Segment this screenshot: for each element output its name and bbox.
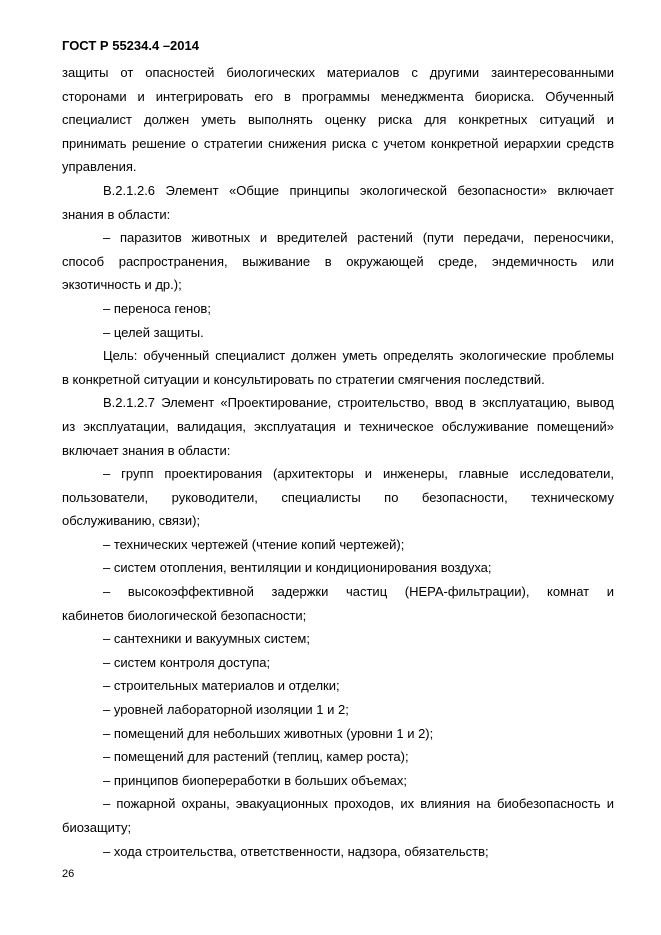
text-line: способ распространения, выживание в окружающей среде, эндемичность или bbox=[62, 253, 614, 269]
text-line: сторонами и интегрировать его в программы менеджмента биориска. Обученный bbox=[62, 88, 614, 104]
text-line: биозащиту; bbox=[62, 820, 132, 835]
text-line: – хода строительства, ответственности, надзора, обязательств; bbox=[103, 843, 489, 859]
text-line: – пожарной охраны, эвакуационных проходов, их влияния на биобезопасность и bbox=[103, 796, 614, 812]
text-line: В.2.1.2.6 Элемент «Общие принципы экологической безопасности» включает bbox=[103, 182, 614, 198]
text-line: – целей защиты. bbox=[103, 324, 204, 340]
text-line: пользователи, руководители, специалисты по безопасности, техническому bbox=[62, 489, 614, 505]
text-line: обслуживанию, связи); bbox=[62, 513, 201, 529]
text-line: защиты от опасностей биологических материалов с другими заинтересованными bbox=[62, 65, 614, 80]
text-line: В.2.1.2.7 Элемент «Проектирование, строительство, ввод в эксплуатацию, вывод bbox=[103, 395, 614, 411]
document-header: ГОСТ Р 55234.4 –2014 bbox=[62, 38, 199, 53]
text-line: – переноса генов; bbox=[103, 300, 211, 316]
text-line: специалист должен уметь выполнять оценку риска для конкретных ситуаций и bbox=[62, 112, 614, 128]
text-line: – систем отопления, вентиляции и кондиционирования воздуха; bbox=[103, 560, 492, 576]
text-line: управления. bbox=[62, 159, 137, 175]
text-line: – помещений для небольших животных (уровни 1 и 2); bbox=[103, 725, 434, 741]
text-line: – принципов биопереработки в больших объемах; bbox=[103, 772, 408, 788]
text-line: принимать решение о стратегии снижения риска с учетом конкретной иерархии средств bbox=[62, 135, 614, 151]
text-line: знания в области: bbox=[62, 206, 171, 222]
text-line: – паразитов животных и вредителей растений (пути передачи, переносчики, bbox=[103, 230, 614, 246]
text-line: – сантехники и вакуумных систем; bbox=[103, 631, 310, 647]
text-line: в конкретной ситуации и консультировать по стратегии смягчения последствий. bbox=[62, 371, 545, 387]
text-line: – технических чертежей (чтение копий чертежей); bbox=[103, 536, 405, 552]
page-body bbox=[62, 61, 614, 863]
text-line: – уровней лабораторной изоляции 1 и 2; bbox=[103, 702, 349, 718]
text-line: из эксплуатации, валидация, эксплуатация и техническое обслуживание помещений» bbox=[62, 418, 614, 434]
page-number: 26 bbox=[62, 868, 75, 880]
text-line: включает знания в области: bbox=[62, 442, 231, 458]
text-line: – систем контроля доступа; bbox=[103, 654, 271, 670]
text-line: – групп проектирования (архитекторы и инженеры, главные исследователи, bbox=[103, 466, 614, 482]
text-line: – помещений для растений (теплиц, камер роста); bbox=[103, 749, 409, 765]
text-line: – строительных материалов и отделки; bbox=[103, 678, 340, 694]
text-line: Цель: обученный специалист должен уметь определять экологические проблемы bbox=[103, 348, 614, 364]
text-line: – высокоэффективной задержки частиц (HEPA-фильтрации), комнат и bbox=[103, 584, 614, 600]
text-line: экзотичность и др.); bbox=[62, 277, 182, 293]
text-line: кабинетов биологической безопасности; bbox=[62, 607, 307, 623]
